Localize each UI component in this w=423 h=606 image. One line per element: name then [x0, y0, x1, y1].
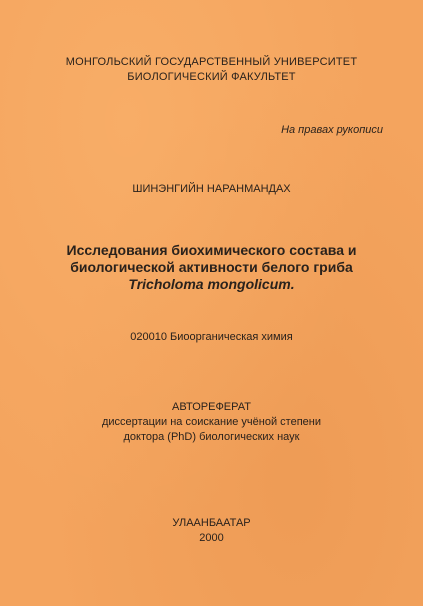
rights-note: На правах рукописи: [281, 124, 383, 136]
abstract-heading: [0, 400, 423, 445]
imprint: [0, 516, 423, 546]
abstract-line-2: диссертации на соискание учёной степени: [101, 416, 321, 428]
university-header: [0, 55, 423, 85]
author-name: ШИНЭНГИЙН НАРАНМАНДАХ: [132, 183, 291, 195]
faculty-name: БИОЛОГИЧЕСКИЙ ФАКУЛЬТЕТ: [127, 71, 296, 83]
abstract-label: АВТОРЕФЕРАТ: [172, 401, 251, 413]
specialty-code: 020010 Биоорганическая химия: [130, 331, 293, 343]
publication-year: 2000: [199, 532, 224, 544]
abstract-line-3: доктора (PhD) биологических наук: [123, 431, 300, 443]
title-line-1: Исследования биохимического состава и: [66, 242, 357, 258]
title-line-3: Tricholoma mongolicum.: [128, 276, 295, 292]
university-name: МОНГОЛЬСКИЙ ГОСУДАРСТВЕННЫЙ УНИВЕРСИТЕТ: [65, 56, 358, 68]
city-name: УЛААНБААТАР: [172, 517, 251, 529]
title-line-2: биологической активности белого гриба: [70, 259, 353, 275]
dissertation-title: [0, 242, 423, 293]
